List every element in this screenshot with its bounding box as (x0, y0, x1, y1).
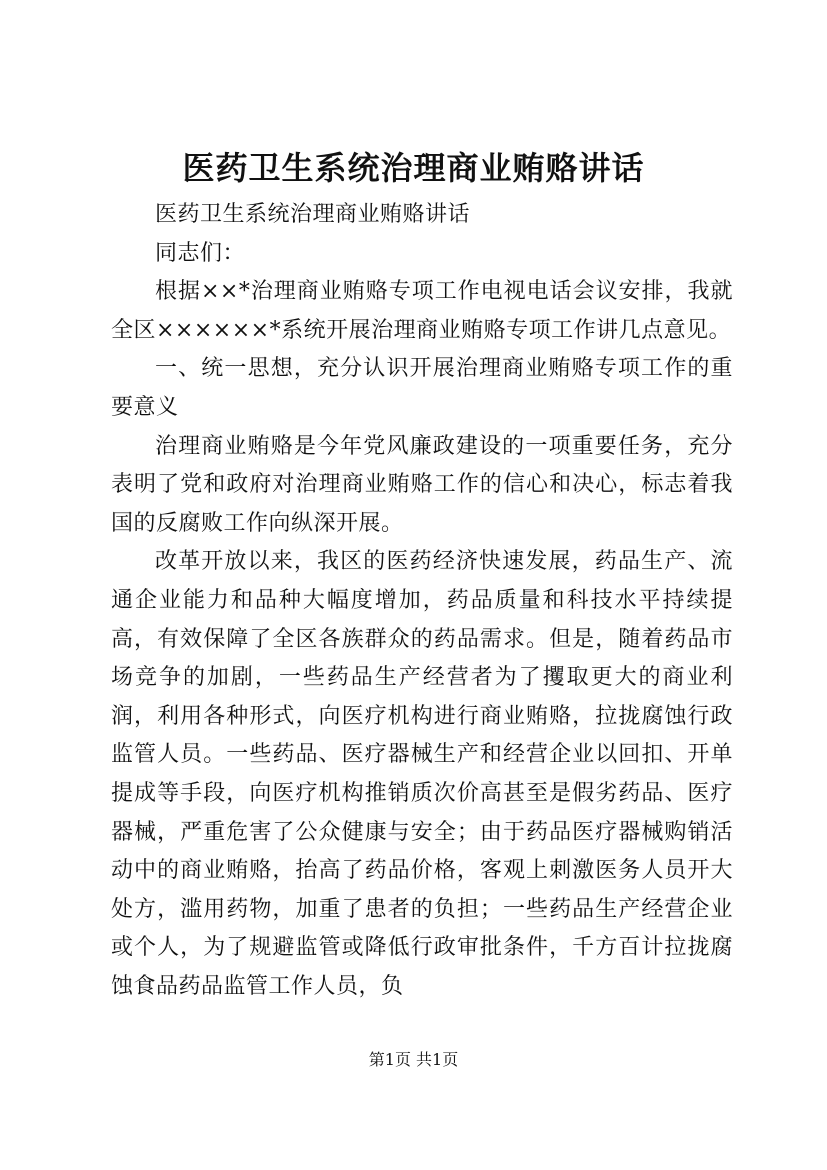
paragraph-salutation: 同志们： (155, 240, 246, 266)
paragraph-subtitle: 医药卫生系统治理商业贿赂讲话 (155, 202, 471, 227)
paragraph-intro: 根据××*治理商业贿赂专项工作电视电话会议安排，我就全区××××××*系统开展治理商业贿赂专项工作讲几点意见。 (111, 279, 733, 343)
page-footer: 第1页 共1页 (368, 1050, 459, 1069)
paragraph-significance: 治理商业贿赂是今年党风廉政建设的一项重要任务，充分表明了党和政府对治理商业贿赂工作的信心和决心，标志着我国的反腐败工作向纵深开展。 (111, 433, 733, 536)
document-body (111, 196, 733, 1006)
paragraph-section-heading: 一、统一思想，充分认识开展治理商业贿赂专项工作的重要意义 (111, 356, 733, 420)
paragraph-background: 改革开放以来，我区的医药经济快速发展，药品生产、流通企业能力和品种大幅度增加，药品质量和科技水平持续提高，有效保障了全区各族群众的药品需求。但是，随着药品市场竞争的加剧，一些药品生产经营者为了攫取更大的商业利润，利用各种形式，向医疗机构进行商业贿赂，拉拢腐蚀行政监管人员。一些药品、医疗器械生产和经营企业以回扣、开单提成等手段，向医疗机构推销质次价高甚至是假劣药品、医疗器械，严重危害了公众健康与安全；由于药品医疗器械购销活动中的商业贿赂，抬高了药品价格，客观上刺激医务人员开大处方，滥用药物，加重了患者的负担；一些药品生产经营企业或个人，为了规避监管或降低行政审批条件，千方百计拉拢腐蚀食品药品监管工作人员，负 (111, 549, 733, 999)
document-title: 医药卫生系统治理商业贿赂讲话 (182, 149, 645, 187)
